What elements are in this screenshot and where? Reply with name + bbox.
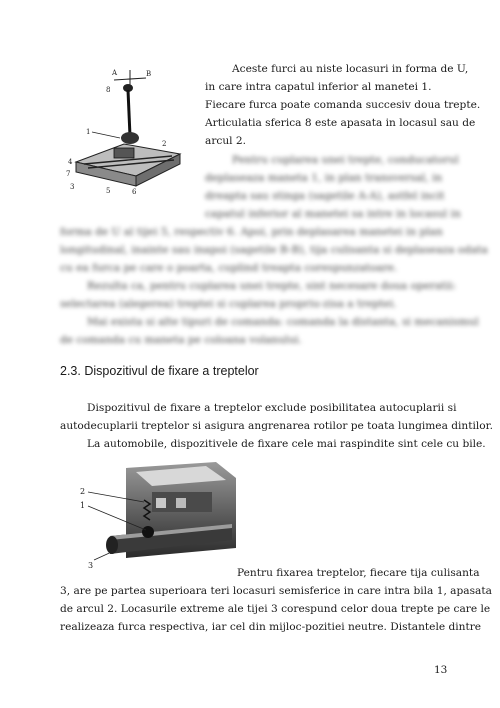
gear-shift-figure xyxy=(62,66,192,196)
fig1-label-3: 3 xyxy=(70,183,75,191)
section-heading: 2.3. Dispozitivul de fixare a treptelor xyxy=(60,364,259,378)
blurred-line-3: dreapta sau stinga (sagetile A-A), astfel incit xyxy=(205,190,445,202)
para2-line-1: Pentru fixarea treptelor, fiecare tija culisanta xyxy=(237,567,480,579)
para1-line-5: arcul 2. xyxy=(205,135,246,147)
para1-line-2: in care intra capatul inferior al manetei 1. xyxy=(205,81,432,93)
fig2-label-2: 2 xyxy=(80,487,86,496)
fig1-label-4: 4 xyxy=(68,158,73,166)
para1-line-1: Aceste furci au niste locasuri in forma de U, xyxy=(232,63,469,75)
page-number: 13 xyxy=(434,664,448,676)
fig1-label-2: 2 xyxy=(162,140,167,148)
fig1-label-1: 1 xyxy=(86,128,91,136)
para2-line-2: 3, are pe partea superioara teri locasuri semisferice in care intra bila 1, apasata xyxy=(60,585,492,597)
section-line-2: autodecuplarii treptelor si asigura angrenarea rotilor pe toata lungimea dintilor. xyxy=(60,420,493,432)
blurred-line-7: cu ea furca pe care o poarta, cuplind treapta corespunzatoare. xyxy=(60,262,398,274)
fig1-label-5: 5 xyxy=(106,187,111,195)
blurred-line-11: de comanda cu maneta pe coloana volanului. xyxy=(60,334,302,346)
para1-line-4: Articulatia sferica 8 este apasata in locasul sau de xyxy=(205,117,476,129)
blurred-line-9: selectarea (alegerea) treptei si cuplarea propriu-zisa a treptei. xyxy=(60,298,397,310)
blurred-line-4: capatul inferior al manetei sa intre in locasul in xyxy=(205,208,461,220)
fig1-label-6: 6 xyxy=(132,188,137,196)
blurred-line-6: longitudinal, inainte sau inapoi (sagetile B-B), tija culisanta si deplaseaza odata xyxy=(60,244,488,256)
para2-line-3: de arcul 2. Locasurile extreme ale tijei 3 corespund celor doua trepte pe care le xyxy=(60,603,491,615)
blurred-line-2: deplaseaza maneta 1, in plan transversal, in xyxy=(205,172,443,184)
blurred-line-1: Pentru cuplarea unei trepte, conducatorul xyxy=(232,154,459,166)
fig2-label-1: 1 xyxy=(80,501,86,510)
ball-detent-figure xyxy=(66,458,238,578)
fig1-label-8: 8 xyxy=(106,86,111,94)
para2-line-4: realizeaza furca respectiva, iar cel din mijloc-pozitiei neutre. Distantele dintre xyxy=(60,621,482,633)
blurred-line-5: forma de U al tijei 5, respectiv 6. Apoi, prin deplasarea manetei in plan xyxy=(60,226,443,238)
fig2-label-3: 3 xyxy=(88,561,94,570)
fig1-label-B: B xyxy=(146,70,152,78)
fig1-label-A: A xyxy=(112,69,118,77)
section-line-3: La automobile, dispozitivele de fixare cele mai raspindite sint cele cu bile. xyxy=(87,438,486,450)
blurred-line-8: Rezulta ca, pentru cuplarea unei trepte, sint necesare doua operatii: xyxy=(87,280,457,292)
blurred-line-10: Mai exista si alte tipuri de comanda: comanda la distanta, si mecanismul xyxy=(87,316,479,328)
fig1-label-7: 7 xyxy=(66,170,71,178)
section-line-1: Dispozitivul de fixare a treptelor exclude posibilitatea autocuplarii si xyxy=(87,402,457,414)
para1-line-3: Fiecare furca poate comanda succesiv doua trepte. xyxy=(205,99,481,111)
